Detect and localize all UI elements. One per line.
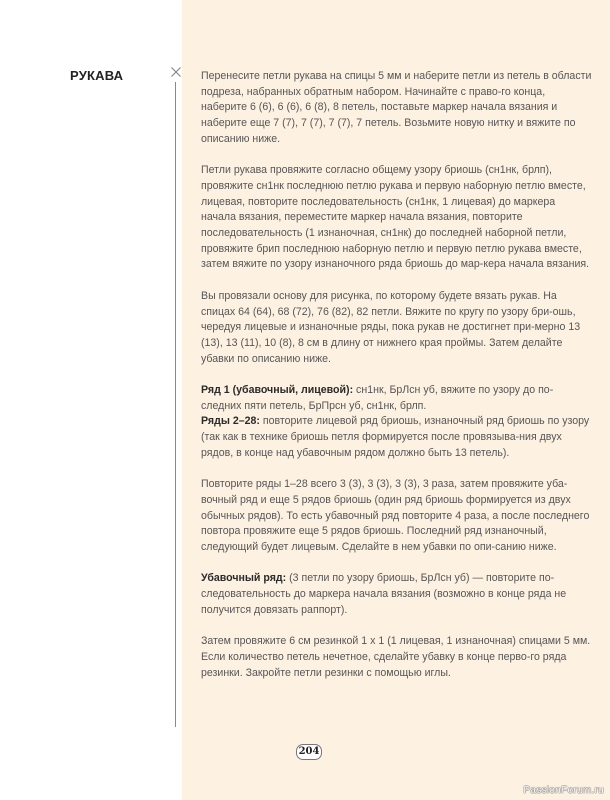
row-1-text: сн1нк, БрЛсн уб, вяжите по узору до по-следних пяти петель, БрПрсн уб, сн1нк, брлп. — [201, 384, 554, 412]
margin-rule — [175, 82, 176, 727]
paragraph-sleeve-stitches: Петли рукава провяжите согласно общему узору бриошь (сн1нк, брлп), провяжите сн1нк последнюю петлю рукава и первую наборную петлю вместе, лицевая, повторите последовательность (сн1нк, 1 лицевая) до маркера начала вязания, переместите маркер начала вязания, повторите последовательность (1 изнаночная, сн1нк) до последней наборной петли, провяжите брип последнюю наборную петлю и первую петлю рукава вместе, затем вяжите по узору изнаночного ряда бриошь до мар-кера начала вязания. — [201, 164, 590, 271]
paragraph-decrease-row — [201, 571, 593, 618]
decrease-row-text: (3 петли по узору бриошь, БрЛсн уб) — повторите по-следовательность до маркера начала вязания (возможно в конце ряда не получится довязать раппорт). — [201, 572, 567, 616]
section-title: РУКАВА — [70, 68, 124, 83]
rows-2-28-label: Ряды 2–28: — [201, 415, 260, 428]
decrease-row-label: Убавочный ряд: — [201, 572, 287, 585]
page-number: 204 — [296, 744, 322, 760]
paragraph-base-pattern: Вы провязали основу для рисунка, по которому будете вязать рукав. На спицах 64 (64), 68 (72), 76 (82), 82 петли. Вяжите по кругу по узору бри-ошь, чередуя лицевые и изнаночные ряды, пока рукав не достигнет при-мерно 13 (13), 13 (11), 10 (8), 8 см в длину от нижнего края проймы. Затем делайте убавки по описанию ниже. — [201, 289, 581, 365]
paragraph-ribbing: Затем провяжите 6 см резинкой 1 х 1 (1 лицевая, 1 изнаночная) спицами 5 мм. Если количество петель нечетное, сделайте убавку в конце перво-го ряда резинки. Закройте петли резинки с помощью иглы. — [201, 635, 591, 679]
rows-2-28-text: повторите лицевой ряд бриошь, изнаночный ряд бриошь по узору (так как в технике бриошь петля формируется после провязыва-ния двух рядов, в конце над убавочным рядом должно быть 13 петель). — [201, 415, 590, 459]
body-text — [201, 69, 593, 697]
row-1-label: Ряд 1 (убавочный, лицевой): — [201, 384, 354, 397]
paragraph-rows-2-28 — [201, 414, 593, 461]
paragraph-repeat: Повторите ряды 1–28 всего 3 (3), 3 (3), 3 (3), 3 раза, затем провяжите уба-вочный ряд и еще 5 рядов бриошь (один ряд бриошь формируется из двух обычных рядов). То есть убавочный ряд повторите 4 раза, а после последнего повтора провяжите еще 5 рядов бриошь. Последний ряд изнаночный, следующий будет лицевым. Сделайте в нем убавки по опи-санию ниже. — [201, 478, 590, 554]
close-icon — [170, 66, 182, 78]
watermark: PassionForum.ru — [523, 785, 604, 796]
paragraph-pickup: Перенесите петли рукава на спицы 5 мм и наберите петли из петель в области подреза, набранных обратным набором. Начинайте с право-го конца, наберите 6 (6), 6 (6), 6 (8), 8 петель, поставьте маркер начала вязания и наберите еще 7 (7), 7 (7), 7 (7), 7 петель. Возьмите новую нитку и вяжите по описанию ниже. — [201, 70, 592, 145]
paragraph-row-1 — [201, 383, 593, 414]
